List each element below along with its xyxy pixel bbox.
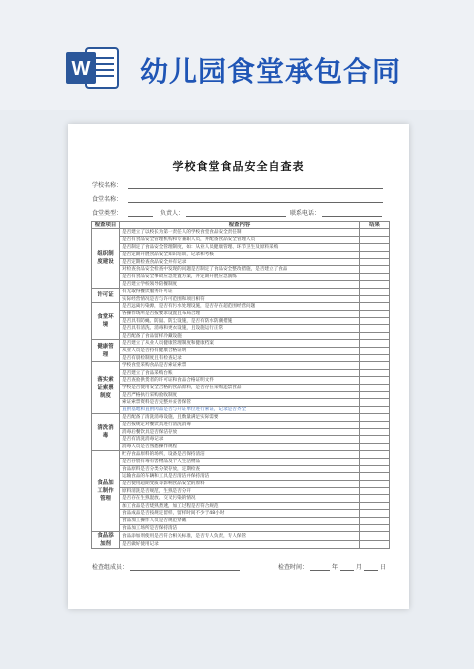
table-row [92,510,390,517]
check-item-cell: 各操作场所是否按要求设置且布局合理 [120,310,360,317]
result-cell[interactable] [360,406,390,413]
check-item-cell: 是否有食品安全管理机构和专兼职人员，并配备食品安全管理人员 [120,236,360,243]
table-row [92,318,390,325]
result-cell[interactable] [360,458,390,465]
check-item-cell: 是否有食品安全事故应急处置方案，并定期开展应急演练 [120,273,360,280]
check-item-cell: 直供基地和直供肉品是否与开证单位进行索证，记录是否齐全 [120,406,360,413]
phone-line [322,216,382,217]
result-cell[interactable] [360,258,390,265]
result-cell[interactable] [360,340,390,347]
result-cell[interactable] [360,347,390,354]
check-item-cell: 是否具有清洗、消毒和更衣设施，且设施运行正常 [120,325,360,332]
check-item-cell: 是否建立了以校长为第一责任人的学校食堂食品安全责任制 [120,229,360,236]
check-item-cell: 是否建立了从业人员健康管理制度和健康档案 [120,340,360,347]
check-item-cell: 是否使用超期变质等影响食品安全的原料 [120,480,360,487]
canteen-type-line [128,216,153,217]
result-cell[interactable] [360,295,390,302]
table-row [92,281,390,288]
table-row [92,391,390,398]
result-cell[interactable] [360,443,390,450]
table-row [92,251,390,258]
result-cell[interactable] [360,428,390,435]
check-item-cell: 贮存食品原料的场所，设备是否保持清洁 [120,451,360,458]
table-row [92,436,390,443]
result-cell[interactable] [360,310,390,317]
result-cell[interactable] [360,399,390,406]
banner [0,0,474,110]
table-row [92,532,390,541]
check-item-cell: 索证索票资料是否完整并妥善保管 [120,399,360,406]
result-cell[interactable] [360,451,390,458]
check-item-cell: 是否具有防蝇、防鼠、防尘设施，是否有防水防潮措施 [120,318,360,325]
result-cell[interactable] [360,391,390,398]
header-content: 检查内容 [120,222,360,229]
month-line [340,570,354,571]
check-item-cell: 是否有晨检制度且有检查记录 [120,355,360,362]
check-item-cell: 消毒人员是否熟悉操作规程 [120,443,360,450]
check-item-cell: 是否做好使用记录 [120,540,360,549]
result-cell[interactable] [360,332,390,339]
table-row [92,236,390,243]
table-row [92,525,390,532]
table-row [92,362,390,369]
table-row [92,399,390,406]
canteen-name-label: 食堂名称： [92,196,123,203]
table-row [92,244,390,251]
check-item-cell: 是否严格执行采购验收制度 [120,391,360,398]
result-cell[interactable] [360,236,390,243]
check-item-cell: 是否配备了清洗消毒设施，且数量满足实际需要 [120,414,360,421]
check-item-cell: 食品添加剂使用是否符合相关标准，是否专人负责，专人保管 [120,532,360,541]
check-item-cell: 运输食品的车辆和工具是否清洁并保持清洁 [120,473,360,480]
table-row [92,540,390,549]
result-cell[interactable] [360,251,390,258]
table-row [92,288,390,295]
table-row [92,473,390,480]
table-row [92,465,390,472]
result-cell[interactable] [360,532,390,541]
header-result: 结果 [360,222,390,229]
school-name-line [128,188,383,189]
result-cell[interactable] [360,525,390,532]
table-row [92,495,390,502]
category-cell: 食堂环境 [92,303,120,340]
word-icon [64,44,120,92]
result-cell[interactable] [360,465,390,472]
result-cell[interactable] [360,288,390,295]
result-cell[interactable] [360,517,390,524]
table-row [92,258,390,265]
table-row [92,332,390,339]
result-cell[interactable] [360,510,390,517]
document-title: 学校食堂食品安全自查表 [172,160,305,173]
result-cell[interactable] [360,480,390,487]
table-row [92,229,390,236]
table-row [92,406,390,413]
check-item-cell: 是否按规定对餐饮具进行清洗消毒 [120,421,360,428]
result-cell[interactable] [360,303,390,310]
table-row [92,273,390,280]
banner-title: 幼儿园食堂承包合同 [140,55,402,88]
table-row [92,428,390,435]
table-row [92,443,390,450]
check-item-cell: 实际经营情况是否与许可范围和项目相符 [120,295,360,302]
result-cell[interactable] [360,502,390,509]
table-row [92,303,390,310]
table-row [92,266,390,273]
check-item-cell: 是否存放有毒有害物品及个人生活物品 [120,458,360,465]
category-cell: 健康管理 [92,340,120,362]
check-item-cell: 是否建立了食品采购台账 [120,369,360,376]
table-row [92,421,390,428]
table-row [92,347,390,354]
check-item-cell: 是否定期检查食品安全并有记录 [120,258,360,265]
category-cell: 落实索证索票制度 [92,362,120,414]
canteen-type-label: 食堂类型： [92,210,123,217]
check-item-cell: 是否定期开展食品安全知识培训，记录和考核 [120,251,360,258]
result-cell[interactable] [360,436,390,443]
result-cell[interactable] [360,362,390,369]
result-cell[interactable] [360,355,390,362]
day-label: 日 [380,564,387,571]
result-cell[interactable] [360,273,390,280]
table-row [92,502,390,509]
result-cell[interactable] [360,495,390,502]
month-label: 月 [356,564,363,571]
person-in-charge-line [186,216,286,217]
table-body [92,229,390,549]
check-item-cell: 是否查验供货者的许可证和食品合格证明文件 [120,377,360,384]
table-row [92,488,390,495]
header-category: 检查项目 [92,222,120,229]
check-item-cell: 学校食堂采购食品是否索证索票 [120,362,360,369]
person-in-charge-label: 负责人： [160,210,185,217]
check-item-cell: 有无取得餐饮服务许可证 [120,288,360,295]
school-name-label: 学校名称： [92,182,123,189]
table-row [92,458,390,465]
result-cell[interactable] [360,229,390,236]
table-row [92,295,390,302]
category-cell: 食品添加剂 [92,532,120,549]
result-cell[interactable] [360,325,390,332]
inspector-line [130,570,240,571]
result-cell[interactable] [360,377,390,384]
check-item-cell: 是否配备了食品留样冷藏设施 [120,332,360,339]
result-cell[interactable] [360,414,390,421]
check-item-cell: 对检查食品安全检查中发现的问题是否制定了食品安全整改措施，是否建立了食品 [120,266,360,273]
check-item-cell: 食品成品是否按规定留样，留样时间不少于48小时 [120,510,360,517]
table-row [92,451,390,458]
result-cell[interactable] [360,540,390,549]
table-row [92,414,390,421]
check-item-cell: 是否制定了食品安全管理制度，如：从业人员健康管理、环节卫生及原料采购 [120,244,360,251]
canteen-name-line [128,202,383,203]
table-header-row [92,222,390,229]
result-cell[interactable] [360,244,390,251]
result-cell[interactable] [360,473,390,480]
inspector-label: 检查组成员： [92,564,129,571]
inspection-time-label: 检查时间： [278,564,309,571]
check-item-cell: 食品加工操作人员是否规范穿戴 [120,517,360,524]
check-item-cell: 是否建立学校领导陪餐制度 [120,281,360,288]
check-item-cell: 是否远离污染源，是否有污水处理设施，是否存在超范围经营问题 [120,303,360,310]
result-cell[interactable] [360,384,390,391]
document-page [68,124,409,609]
result-cell[interactable] [360,488,390,495]
category-cell: 组织制度建设 [92,229,120,288]
table-row [92,355,390,362]
table-row [92,340,390,347]
result-cell[interactable] [360,369,390,376]
result-cell[interactable] [360,318,390,325]
category-cell: 食品加工制作管理 [92,451,120,532]
table-row [92,369,390,376]
check-item-cell: 从业人员是否持有健康合格证明 [120,347,360,354]
check-item-cell: 食品加工场所是否保持清洁 [120,525,360,532]
year-label: 年 [332,564,339,571]
check-item-cell: 学校是否使用安全合格的食品原料，是否存在采购违禁食品 [120,384,360,391]
phone-label: 联系电话： [290,210,321,217]
result-cell[interactable] [360,421,390,428]
svg-text:W: W [71,58,91,80]
day-line [364,570,378,571]
check-item-cell: 消毒后餐饮具是否保洁存放 [120,428,360,435]
table-row [92,377,390,384]
table-row [92,384,390,391]
table-row [92,310,390,317]
check-item-cell: 食品原料是否分类分架存放，定期检查 [120,465,360,472]
table-row [92,325,390,332]
table-row [92,517,390,524]
category-cell: 许可证 [92,288,120,303]
year-line [310,570,330,571]
result-cell[interactable] [360,281,390,288]
check-item-cell: 是否有清洗消毒记录 [120,436,360,443]
category-cell: 清洗消毒 [92,414,120,451]
table-row [92,480,390,487]
self-inspection-table [91,221,390,549]
result-cell[interactable] [360,266,390,273]
check-item-cell: 原料清洗是否规范，生熟是否分开 [120,488,360,495]
check-item-cell: 加工食品是否烧熟煮透，加工过程是否符合规范 [120,502,360,509]
check-item-cell: 是否存在生熟混放、交叉污染的情况 [120,495,360,502]
